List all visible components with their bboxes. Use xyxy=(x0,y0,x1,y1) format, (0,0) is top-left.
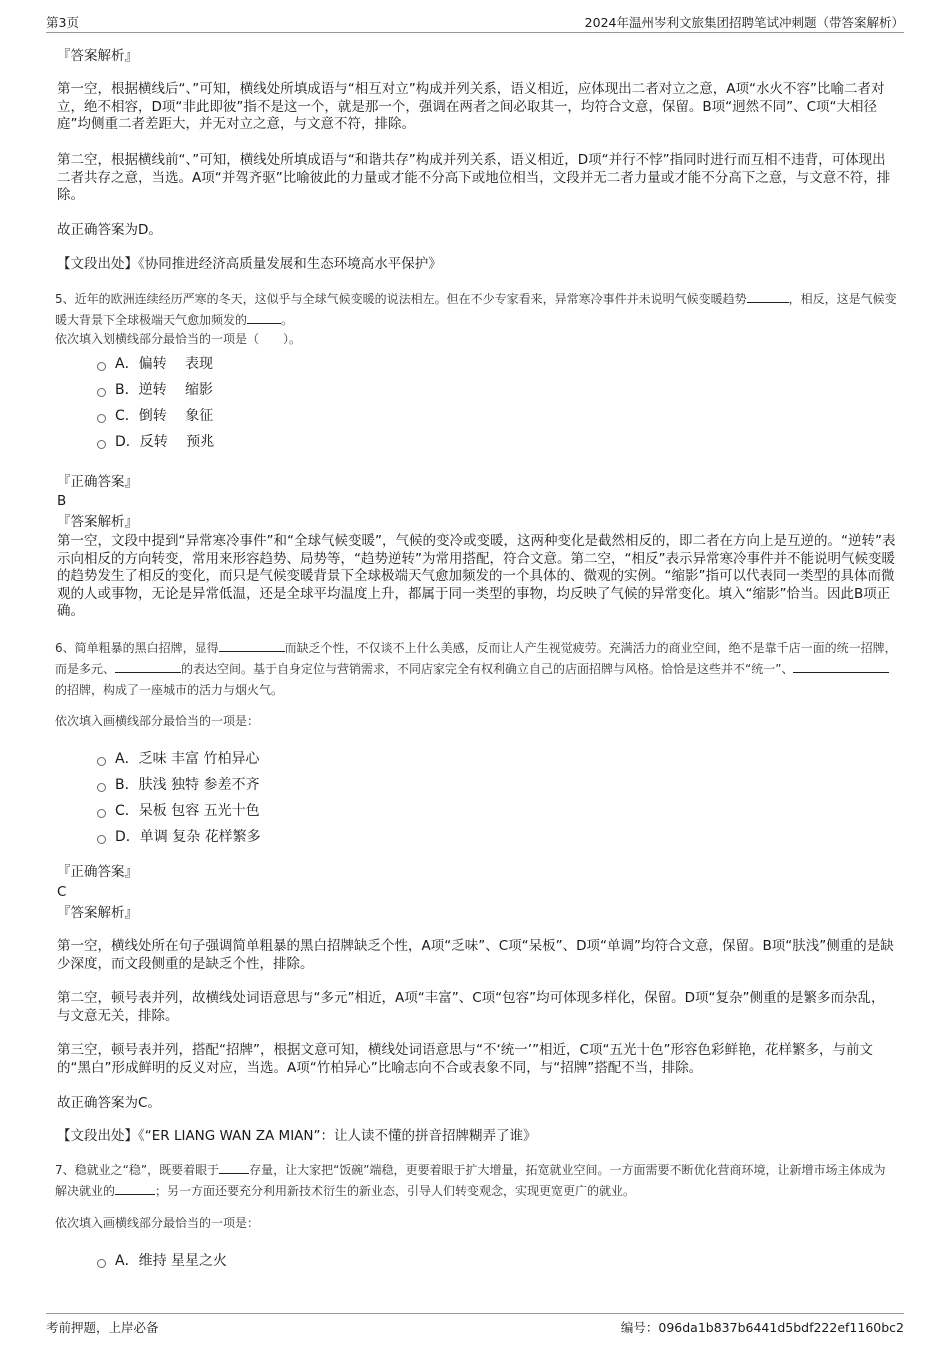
q5-answer-label: 『正确答案』 xyxy=(57,474,138,490)
footer-slogan: 考前押题，上岸必备 xyxy=(46,1320,159,1335)
page-header xyxy=(46,10,904,33)
q6-answer-label: 『正确答案』 xyxy=(57,864,138,880)
q5-blank-1 xyxy=(747,290,789,303)
option-label: C． xyxy=(115,803,139,819)
radio-icon[interactable] xyxy=(97,362,106,371)
q5-option-a[interactable] xyxy=(97,355,213,373)
q5-stem-part3: 。 xyxy=(281,313,294,327)
q6-source: 【文段出处】《“ER LIANG WAN ZA MIAN”：让人读不懂的拼音招牌糊弄了谁》 xyxy=(57,1128,537,1144)
q6-analysis-label: 『答案解析』 xyxy=(57,905,138,921)
option-text: 偏转 表现 xyxy=(138,356,214,372)
q6-stem-part2: 而缺乏个性，不仅谈不上什么美感，反而让人产生视觉疲劳。充满活力的商业空间，绝不是靠千店一面的统一招牌，而是多元、 xyxy=(55,641,897,676)
option-text: 乏味 丰富 竹柏异心 xyxy=(138,751,260,767)
option-label: B． xyxy=(115,382,139,398)
document-id: 编号：096da1b837b6441d5bdf222ef1160bc2 xyxy=(620,1320,904,1335)
q4-analysis-label: 『答案解析』 xyxy=(57,48,138,64)
q5-option-d[interactable] xyxy=(97,433,214,451)
option-text: 维持 星星之火 xyxy=(138,1253,228,1269)
q6-option-c[interactable] xyxy=(97,802,260,820)
q6-blank-3 xyxy=(793,660,889,673)
option-label: C． xyxy=(115,408,139,424)
q7-stem-part3: ；另一方面还要充分利用新技术衍生的新业态，引导人们转变观念，实现更宽更广的就业。 xyxy=(155,1184,636,1198)
option-text: 肤浅 独特 参差不齐 xyxy=(138,777,260,793)
option-label: D． xyxy=(115,434,140,450)
option-text: 呆板 包容 五光十色 xyxy=(138,803,260,819)
option-label: A． xyxy=(115,356,139,372)
q6-stem-part1: 6、简单粗暴的黑白招牌，显得 xyxy=(55,641,219,655)
q6-option-d[interactable] xyxy=(97,828,261,846)
radio-icon[interactable] xyxy=(97,440,106,449)
q6-stem-part4: 的招牌，构成了一座城市的活力与烟火气。 xyxy=(55,683,284,697)
q5-blank-2 xyxy=(247,311,281,324)
radio-icon[interactable] xyxy=(97,757,106,766)
radio-icon[interactable] xyxy=(97,835,106,844)
q5-analysis-label: 『答案解析』 xyxy=(57,514,138,530)
q6-blank-1 xyxy=(219,639,285,652)
q7-prompt: 依次填入画横线部分最恰当的一项是： xyxy=(55,1216,260,1230)
option-label: B． xyxy=(115,777,139,793)
radio-icon[interactable] xyxy=(97,1259,106,1268)
q6-option-b[interactable] xyxy=(97,776,260,794)
q6-prompt: 依次填入画横线部分最恰当的一项是： xyxy=(55,714,260,728)
q7-blank-1 xyxy=(219,1161,249,1174)
q5-answer: B xyxy=(57,493,67,509)
option-label: A． xyxy=(115,751,139,767)
q7-stem-part2: 存量，让大家把“饭碗”端稳，更要着眼于扩大增量，拓宽就业空间。一方面需要不断优化营商环境，让新增市场主体成为解决就业的 xyxy=(55,1163,886,1198)
q6-blank-2 xyxy=(115,660,181,673)
q5-prompt: 依次填入划横线部分最恰当的一项是（ ）。 xyxy=(55,332,302,346)
q4-source: 【文段出处】《协同推进经济高质量发展和生态环境高水平保护》 xyxy=(57,256,442,272)
option-text: 倒转 象征 xyxy=(138,408,214,424)
q7-stem xyxy=(55,1160,897,1202)
q4-analysis-para2: 第二空，根据横线前“、”可知，横线处所填成语与“和谐共存”构成并列关系，语义相近，D项“并行不悖”指同时进行而互相不违背，可体现出二者共存之意，当选。A项“并驾齐驱”比喻彼此的力量或才能不分高下或地位相当，文段并无二者力量或才能不分高下之意，与文意不符，排除。 xyxy=(57,152,891,203)
q5-stem-part1: 5、近年的欧洲连续经历严寒的冬天，这似乎与全球气候变暖的说法相左。但在不少专家看来，异常寒冷事件并未说明气候变暖趋势 xyxy=(55,292,747,306)
option-text: 单调 复杂 花样繁多 xyxy=(139,829,261,845)
q7-stem-part1: 7、稳就业之“稳”，既要着眼于 xyxy=(55,1163,220,1177)
q6-analysis-para1: 第一空，横线处所在句子强调简单粗暴的黑白招牌缺乏个性，A项“乏味”、C项“呆板”、D项“单调”均符合文意，保留。B项“肤浅”侧重的是缺少深度，而文段侧重的是缺乏个性，排除。 xyxy=(57,938,894,972)
q6-option-a[interactable] xyxy=(97,750,259,768)
q5-option-b[interactable] xyxy=(97,381,213,399)
q6-stem xyxy=(55,638,897,701)
q6-conclusion: 故正确答案为C。 xyxy=(57,1095,161,1111)
page-number: 第3页 xyxy=(46,15,79,30)
q6-analysis-para2: 第二空，顿号表并列，故横线处词语意思与“多元”相近，A项“丰富”、C项“包容”均可体现多样化，保留。D项“复杂”侧重的是繁多而杂乱，与文意无关，排除。 xyxy=(57,990,885,1024)
q6-analysis-para3: 第三空，顿号表并列，搭配“招牌”，根据文意可知，横线处词语意思与“不‘统一’”相近，C项“五光十色”形容色彩鲜艳，花样繁多，与前文的“黑白”形成鲜明的反义对应，当选。A项“竹柏异心”比喻志向不合或表象不同，与“招牌”搭配不当，排除。 xyxy=(57,1042,873,1076)
q4-conclusion: 故正确答案为D。 xyxy=(57,222,162,238)
document-title: 2024年温州岑利文旅集团招聘笔试冲刺题（带答案解析） xyxy=(584,15,904,30)
q6-stem-part3: 的表达空间。基于自身定位与营销需求，不同店家完全有权利确立自己的店面招牌与风格。恰恰是这些并不“统一”、 xyxy=(181,662,794,676)
q4-analysis-para1: 第一空，根据横线后“、”可知，横线处所填成语与“相互对立”构成并列关系，语义相近，应体现出二者对立之意，A项“水火不容”比喻二者对立，绝不相容，D项“非此即彼”指不是这一个，就是那一个，强调在两者之间必取其一，均符合文意，保留。B项“迥然不同”、C项“大相径庭”均侧重二者差距大，并无对立之意，与文意不符，排除。 xyxy=(57,81,885,132)
q5-stem xyxy=(55,289,897,331)
q5-stem-part2: ，相反，这是气候变暖大背景下全球极端天气愈加频发的 xyxy=(55,292,897,327)
radio-icon[interactable] xyxy=(97,414,106,423)
page-footer xyxy=(46,1313,904,1338)
radio-icon[interactable] xyxy=(97,809,106,818)
q7-option-a[interactable] xyxy=(97,1252,227,1270)
option-text: 反转 预兆 xyxy=(139,434,215,450)
q6-answer: C xyxy=(57,884,67,900)
radio-icon[interactable] xyxy=(97,388,106,397)
q5-analysis: 第一空，文段中提到“异常寒冷事件”和“全球气候变暖”，气候的变冷或变暖，这两种变化是截然相反的，即二者在方向上是互逆的。“逆转”表示向相反的方向转变，常用来形容趋势、局势等，“趋势逆转”为常用搭配，符合文意。第二空，“相反”表示异常寒冷事件并不能说明气候变暖的趋势发生了相反的变化，而只是气候变暖背景下全球极端天气愈加频发的一个具体的、微观的实例。“缩影”指可以代表同一类型的具体而微观的人或事物，无论是异常低温，还是全球平均温度上升，都属于同一类型的事物，均反映了气候的异常变化。填入“缩影”恰当。因此B项正确。 xyxy=(57,533,896,619)
radio-icon[interactable] xyxy=(97,783,106,792)
option-label: A． xyxy=(115,1253,139,1269)
option-label: D． xyxy=(115,829,140,845)
q5-option-c[interactable] xyxy=(97,407,213,425)
q7-blank-2 xyxy=(115,1182,155,1195)
option-text: 逆转 缩影 xyxy=(138,382,214,398)
